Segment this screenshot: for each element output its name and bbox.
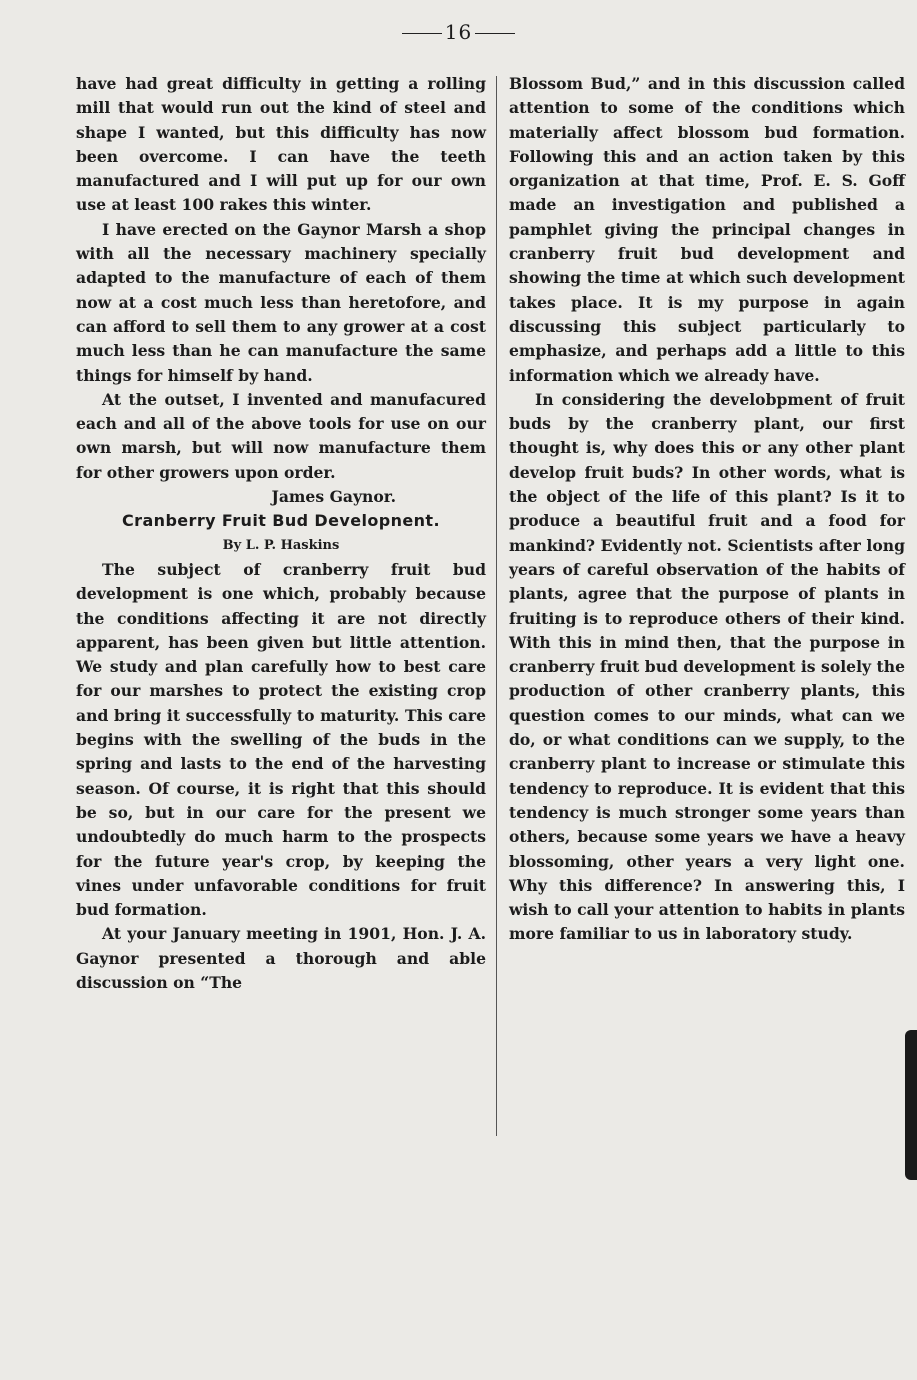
paragraph: At your January meeting in 1901, Hon. J. A. Gaynor presented a thorough and able discussion on “The — [76, 924, 486, 992]
right-column — [509, 72, 905, 947]
column-divider — [496, 76, 497, 1136]
paragraph: At the outset, I invented and manufacured each and all of the above tools for use on our own marsh, but will now manufacture them for other growers upon order. — [76, 389, 486, 482]
article-title: Cranberry Fruit Bud Developnent. — [122, 511, 440, 531]
signature: James Gaynor. — [271, 487, 396, 507]
paragraph: The subject of cranberry fruit bud development is one which, probably because the conditions affecting it are not directly apparent, has been given but little attention. We study and plan carefully how to best care for our marshes to protect the existing crop and bring it successfully to maturity. This care begins with the swelling of the buds in the spring and lasts to the end of the harvesting season. Of course, it is right that this should be so, but in our care for the present we undoubtedly do much harm to the prospects for the future year's crop, by keeping the vines under unfavorable conditions for fruit bud formation. — [76, 559, 486, 920]
byline: By L. P. Haskins — [222, 537, 340, 553]
paragraph: Blossom Bud,” and in this discussion called attention to some of the conditions which materially affect blossom bud formation. Following this and an action taken by this organization at that time, Prof. E. S. Goff made an investigation and published a pamphlet giving the principal changes in cranberry fruit bud development and showing the time at which such development takes place. It is my purpose in again discussing this subject particularly to emphasize, and perhaps add a little to this information which we already have. — [509, 74, 905, 385]
page-number-rule-right — [475, 33, 515, 34]
binding-shadow — [905, 1030, 917, 1180]
left-column — [76, 72, 486, 995]
paragraph: I have erected on the Gaynor Marsh a shop with all the necessary machinery specially adapted to the manufacture of each of them now at a cost much less than heretofore, and can afford to sell them to any grower at a cost much less than he can manufacture the same things for himself by hand. — [76, 219, 486, 385]
paragraph: have had great difficulty in getting a rolling mill that would run out the kind of steel and shape I wanted, but this difficulty has now been overcome. I can have the teeth manufactured and I will put up for our own use at least 100 rakes this winter. — [76, 74, 486, 215]
page-number — [0, 20, 917, 44]
page-number-rule-left — [402, 33, 442, 34]
paragraph: In considering the develobpment of fruit buds by the cranberry plant, our first thought is, why does this or any other plant develop fruit buds? In other words, what is the object of the life of this plant? Is it to produce a beautiful fruit and a food for mankind? Evidently not. Scientists after long years of careful observation of the habits of plants, agree that the purpose of plants in fruiting is to reproduce others of their kind. With this in mind then, that the purpose in cranberry fruit bud development is solely the production of other cranberry plants, this question comes to our minds, what can we do, or what conditions can we supply, to the cranberry plant to increase or stimulate this tendency to reproduce. It is evident that this tendency is much stronger some years than others, because some years we have a heavy blossoming, other years a very light one. Why this difference? In answering this, I wish to call your attention to habits in plants more familiar to us in laboratory study. — [509, 389, 905, 944]
page-number-text: 16 — [444, 20, 473, 44]
